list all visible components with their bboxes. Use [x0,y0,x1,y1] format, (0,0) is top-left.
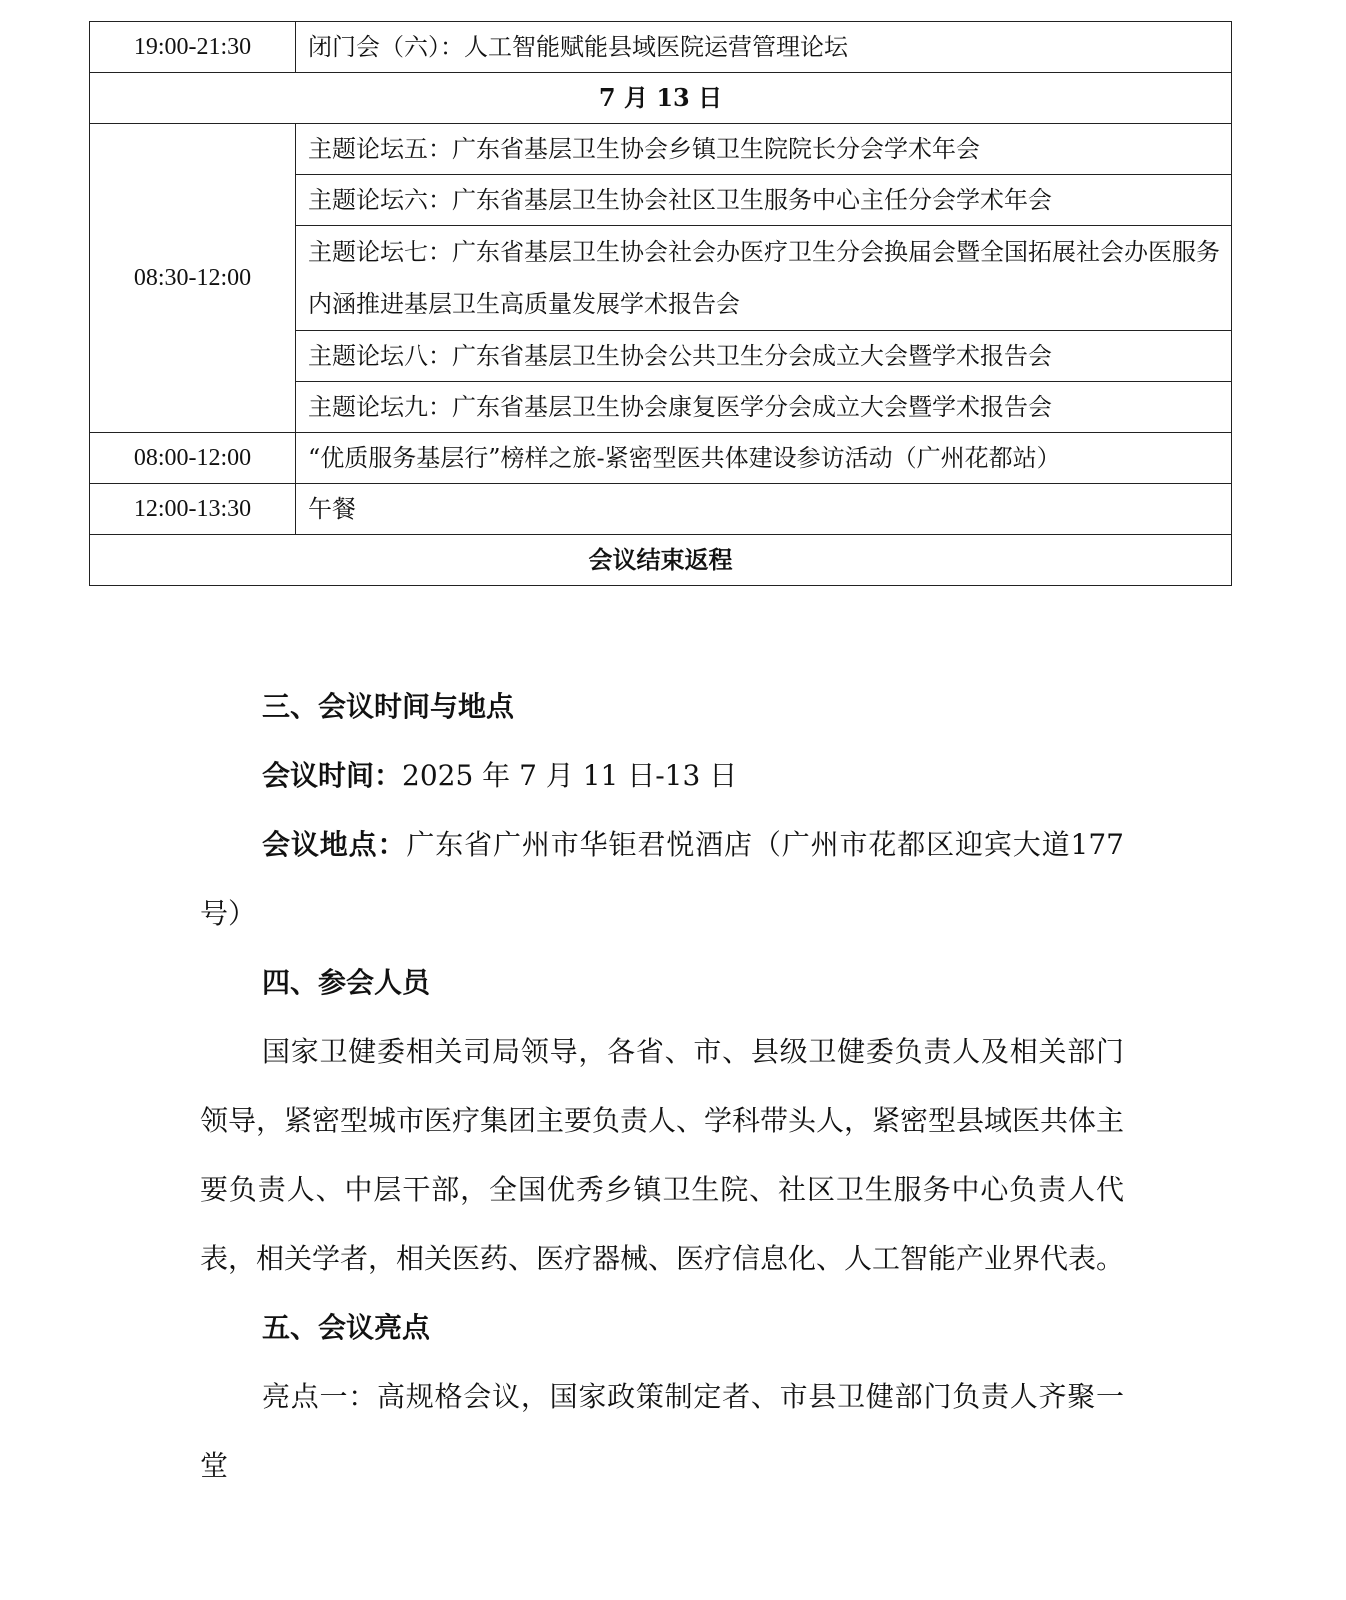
meeting-time [200,741,1124,810]
time-cell: 19:00-21:30 [90,22,296,73]
meeting-time-value: 2025 年 7 月 11 日-13 日 [402,759,738,792]
time-cell: 08:00-12:00 [90,433,296,484]
content-cell: 主题论坛七：广东省基层卫生协会社会办医疗卫生分会换届会暨全国拓展社会办医服务内涵推进基层卫生高质量发展学术报告会 [296,226,1232,331]
table-row [90,484,1232,535]
body-text [200,672,1124,1500]
content-cell: 主题论坛五：广东省基层卫生协会乡镇卫生院院长分会学术年会 [296,124,1232,175]
meeting-venue-value: 广东省广州市华钜君悦酒店（广州市花都区迎宾大道177 号） [200,828,1124,930]
section-heading: 三、会议时间与地点 [262,690,515,723]
meeting-venue-label: 会议地点： [262,828,407,861]
table-row [90,433,1232,484]
content-cell: 主题论坛九：广东省基层卫生协会康复医学分会成立大会暨学术报告会 [296,382,1232,433]
content-cell: 主题论坛八：广东省基层卫生协会公共卫生分会成立大会暨学术报告会 [296,331,1232,382]
time-cell: 08:30-12:00 [90,124,296,433]
content-cell: “优质服务基层行”榜样之旅-紧密型医共体建设参访活动（广州花都站） [296,433,1232,484]
time-cell: 12:00-13:30 [90,484,296,535]
meeting-time-label: 会议时间： [262,759,403,792]
date-cell: 7 月 13 日 [90,73,1232,124]
meeting-venue [200,810,1124,948]
end-row [90,535,1232,586]
section-heading: 五、会议亮点 [262,1311,431,1344]
table-row [90,124,1232,175]
section-heading: 四、参会人员 [262,966,431,999]
date-row [90,73,1232,124]
content-cell: 主题论坛六：广东省基层卫生协会社区卫生服务中心主任分会学术年会 [296,175,1232,226]
content-cell: 午餐 [296,484,1232,535]
table-row [90,22,1232,73]
attendees-paragraph: 国家卫健委相关司局领导，各省、市、县级卫健委负责人及相关部门领导，紧密型城市医疗集团主要负责人、学科带头人，紧密型县域医共体主要负责人、中层干部，全国优秀乡镇卫生院、社区卫生服务中心负责人代表，相关学者，相关医药、医疗器械、医疗信息化、人工智能产业界代表。 [200,1035,1125,1275]
highlight-paragraph: 亮点一：高规格会议，国家政策制定者、市县卫健部门负责人齐聚一堂 [200,1380,1124,1482]
content-cell: 闭门会（六）：人工智能赋能县域医院运营管理论坛 [296,22,1232,73]
schedule-table [89,21,1232,586]
end-cell: 会议结束返程 [90,535,1232,586]
